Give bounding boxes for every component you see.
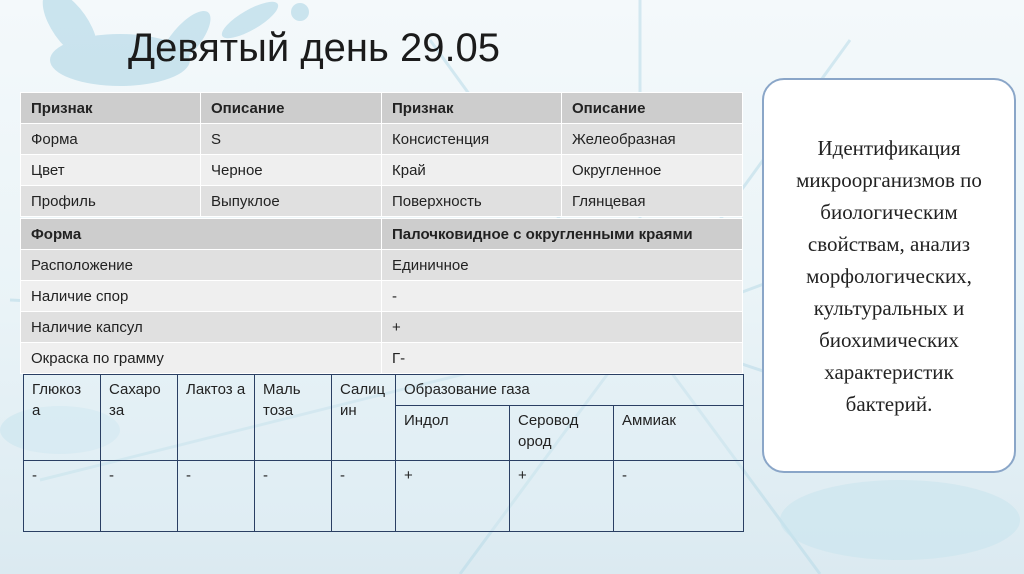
header-cell-ammonia: Аммиак xyxy=(614,406,744,461)
header-cell: Форма xyxy=(21,219,382,250)
table-cell: Желеобразная xyxy=(562,124,743,155)
table-cell: Черное xyxy=(201,155,382,186)
table-cell: - xyxy=(614,461,744,532)
header-cell-glucose: Глюкоз а xyxy=(24,375,101,461)
table-cell: + xyxy=(396,461,510,532)
header-cell-maltose: Маль тоза xyxy=(255,375,332,461)
header-cell: Признак xyxy=(382,93,562,124)
table-header-row xyxy=(24,375,744,406)
table-cell: + xyxy=(382,312,743,343)
table-cell: - xyxy=(101,461,178,532)
table-cell: - xyxy=(332,461,396,532)
table-cell: Выпуклое xyxy=(201,186,382,217)
table-cell: Г- xyxy=(382,343,743,374)
slide-title: Девятый день 29.05 xyxy=(128,26,501,70)
table-cell: Наличие спор xyxy=(21,281,382,312)
header-cell: Признак xyxy=(21,93,201,124)
table-cell: Форма xyxy=(21,124,201,155)
table-row xyxy=(21,250,743,281)
header-cell-lactose: Лактоз а xyxy=(178,375,255,461)
table-cell: Единичное xyxy=(382,250,743,281)
table-header-row xyxy=(21,93,743,124)
table-cell: - xyxy=(382,281,743,312)
table-cell: Глянцевая xyxy=(562,186,743,217)
table-cell: Расположение xyxy=(21,250,382,281)
header-cell-salicin: Салиц ин xyxy=(332,375,396,461)
table-row xyxy=(21,312,743,343)
identification-callout xyxy=(762,78,1016,473)
table-cell: Консистенция xyxy=(382,124,562,155)
header-cell-indole: Индол xyxy=(396,406,510,461)
header-cell-sucrose: Сахаро за xyxy=(101,375,178,461)
header-cell: Описание xyxy=(201,93,382,124)
table-row xyxy=(21,155,743,186)
table-cell: - xyxy=(255,461,332,532)
header-cell: Описание xyxy=(562,93,743,124)
table-cell: - xyxy=(178,461,255,532)
header-cell-gas-formation: Образование газа xyxy=(396,375,744,406)
table-cell: Поверхность xyxy=(382,186,562,217)
biochemical-tests-table xyxy=(23,374,744,532)
cell-morphology-table xyxy=(20,218,743,374)
table-row xyxy=(21,124,743,155)
table-cell: + xyxy=(510,461,614,532)
table-cell: Край xyxy=(382,155,562,186)
table-cell: Наличие капсул xyxy=(21,312,382,343)
table-cell: Цвет xyxy=(21,155,201,186)
table-cell: Профиль xyxy=(21,186,201,217)
table-header-row xyxy=(21,219,743,250)
table-row xyxy=(21,281,743,312)
table-cell: Окраска по грамму xyxy=(21,343,382,374)
table-row xyxy=(21,186,743,217)
header-cell-hydrogen-sulfide: Серовод ород xyxy=(510,406,614,461)
table-row xyxy=(24,461,744,532)
colony-traits-table xyxy=(20,92,743,217)
header-cell: Палочковидное с округленными краями xyxy=(382,219,743,250)
table-cell: S xyxy=(201,124,382,155)
table-row xyxy=(21,343,743,374)
callout-text: Идентификация микроорганизмов по биологическим свойствам, анализ морфологических, культуральных и биохимических характеристик бактерий. xyxy=(796,135,982,416)
table-cell: Округленное xyxy=(562,155,743,186)
table-cell: - xyxy=(24,461,101,532)
